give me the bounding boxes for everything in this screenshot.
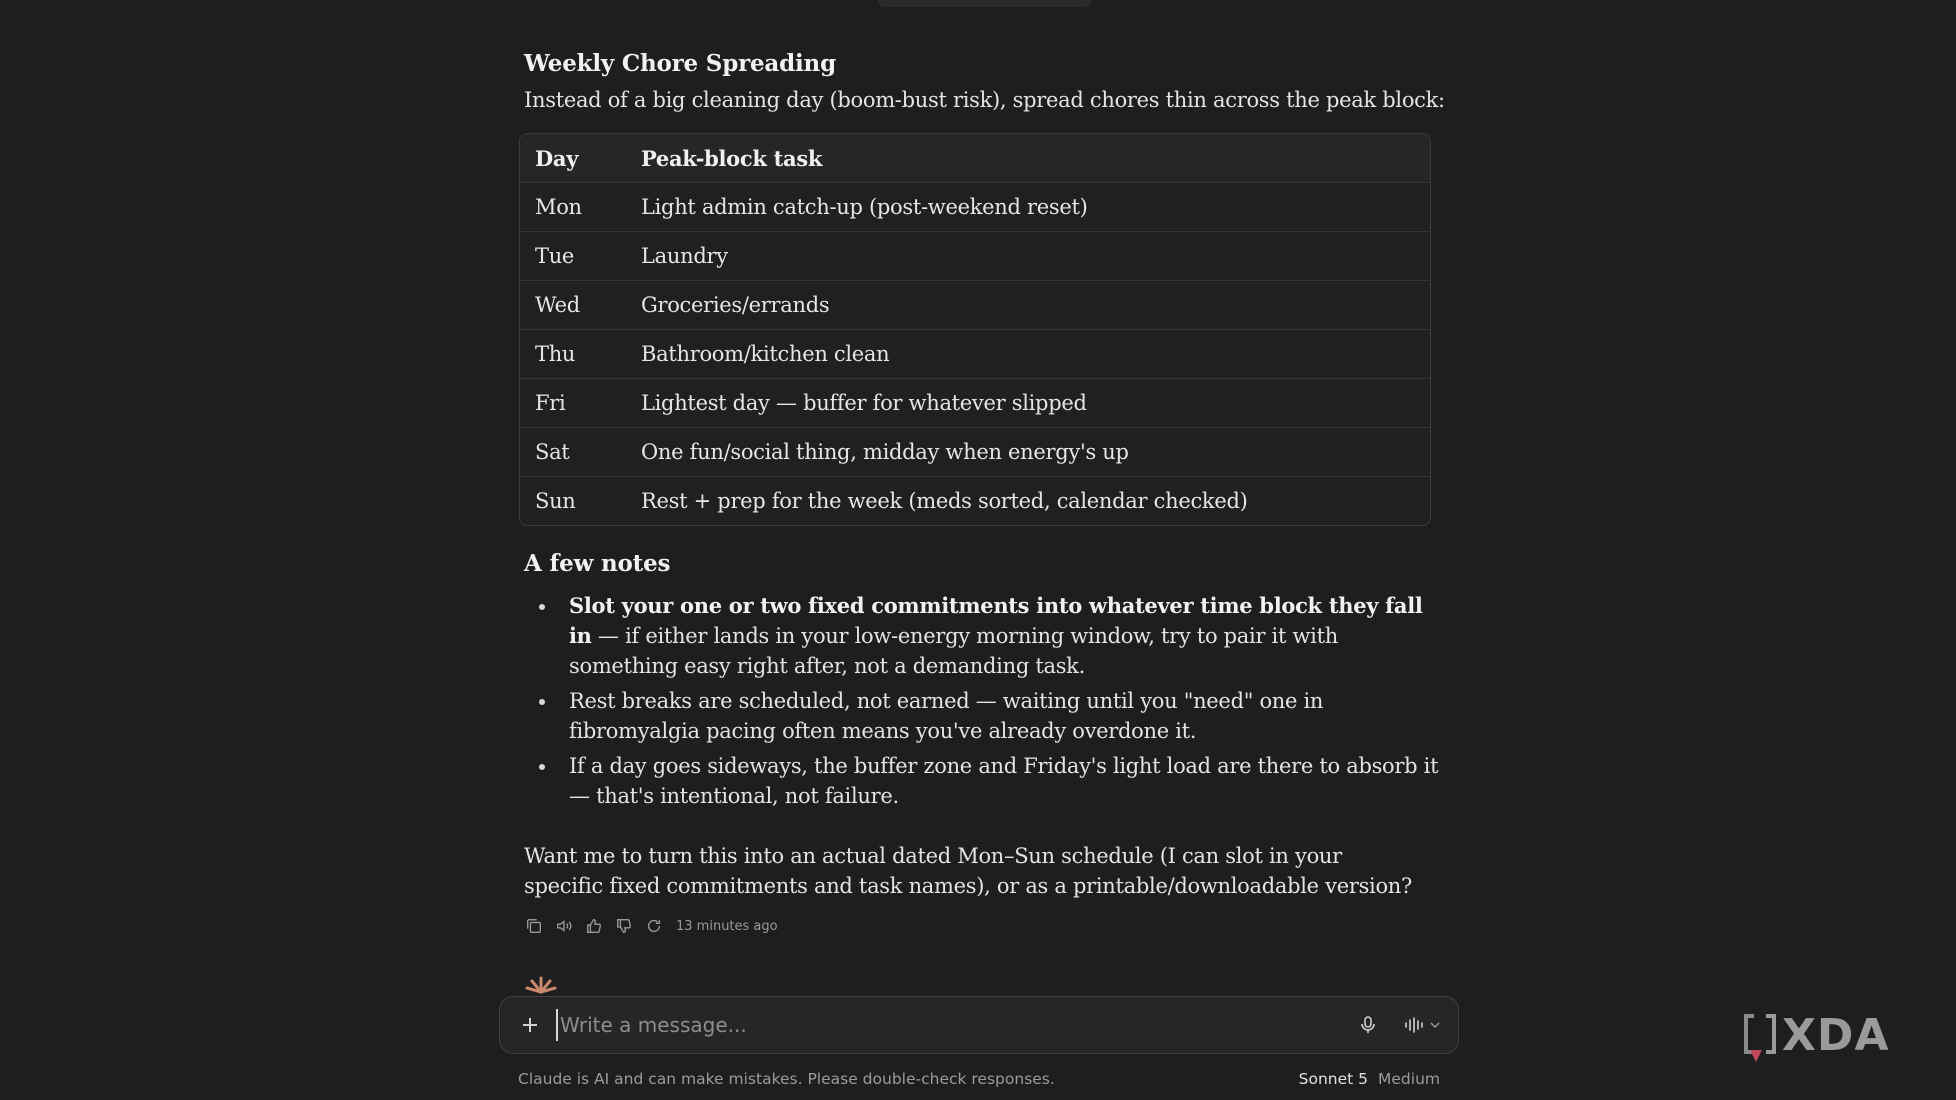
xda-watermark-logo xyxy=(1740,1010,1920,1062)
table-cell-day: Fri xyxy=(535,391,566,415)
voice-mode-button[interactable] xyxy=(1400,1011,1444,1039)
table-cell-task: Lightest day — buffer for whatever slipped xyxy=(641,391,1087,415)
thumbs-up-icon[interactable] xyxy=(584,916,604,936)
table-header-task: Peak-block task xyxy=(641,145,823,171)
table-cell-day: Thu xyxy=(535,342,576,366)
chore-table xyxy=(519,133,1431,526)
table-row xyxy=(520,378,1430,427)
table-cell-task: One fun/social thing, midday when energy's up xyxy=(641,440,1129,464)
table-cell-task: Light admin catch-up (post-weekend reset) xyxy=(641,195,1088,219)
table-cell-task: Laundry xyxy=(641,244,728,268)
scroll-edge-handle xyxy=(878,0,1092,7)
table-row xyxy=(520,280,1430,329)
table-row xyxy=(520,476,1430,525)
add-attachment-button[interactable] xyxy=(518,1013,542,1037)
table-cell-task: Rest + prep for the week (meds sorted, calendar checked) xyxy=(641,489,1248,513)
table-row xyxy=(520,427,1430,476)
message-timestamp: 13 minutes ago xyxy=(676,918,778,934)
microphone-icon xyxy=(1358,1015,1378,1035)
table-row xyxy=(520,231,1430,280)
message-actions xyxy=(524,916,778,936)
table-row xyxy=(520,329,1430,378)
microphone-button[interactable] xyxy=(1354,1011,1382,1039)
retry-icon[interactable] xyxy=(644,916,664,936)
list-item xyxy=(569,591,1449,681)
message-input[interactable] xyxy=(556,1009,1354,1041)
speaker-icon[interactable] xyxy=(554,916,574,936)
message-composer xyxy=(499,996,1459,1054)
list-item xyxy=(569,751,1449,811)
model-name: Sonnet 5 xyxy=(1298,1070,1369,1088)
table-cell-day: Mon xyxy=(535,195,582,219)
xda-watermark-text: XDA xyxy=(1782,1010,1890,1061)
table-cell-day: Sun xyxy=(535,489,576,513)
table-cell-day: Tue xyxy=(535,244,575,268)
chore-intro-text: Instead of a big cleaning day (boom-bust risk), spread chores thin across the peak block: xyxy=(524,88,1445,112)
notes-list xyxy=(524,591,1449,816)
waveform-icon xyxy=(1403,1015,1427,1035)
model-selector[interactable] xyxy=(1299,1070,1440,1088)
note-bold-lead: Slot your one or two fixed commitments into whatever time block they fall in xyxy=(569,593,1423,648)
table-cell-task: Groceries/errands xyxy=(641,293,830,317)
table-header-row xyxy=(520,134,1430,182)
table-row xyxy=(520,182,1430,231)
closing-question: Want me to turn this into an actual dated Mon–Sun schedule (I can slot in your specific fixed commitments and task names), or as a printable/downloadable version? xyxy=(524,844,1412,898)
model-effort: Medium xyxy=(1378,1070,1440,1088)
claude-spark-icon xyxy=(524,975,558,997)
note-text: If a day goes sideways, the buffer zone and Friday's light load are there to absorb it — that's intentional, not failure. xyxy=(569,754,1439,808)
table-cell-day: Wed xyxy=(535,293,580,317)
copy-icon[interactable] xyxy=(524,916,544,936)
note-text: — if either lands in your low-energy morning window, try to pair it with something easy right after, not a demanding task. xyxy=(569,624,1338,678)
chevron-down-icon xyxy=(1429,1019,1441,1031)
table-header-day: Day xyxy=(535,145,579,171)
disclaimer-text: Claude is AI and can make mistakes. Please double-check responses. xyxy=(518,1070,1055,1088)
table-cell-day: Sat xyxy=(535,440,570,464)
section-heading-weekly-chores: Weekly Chore Spreading xyxy=(524,50,836,77)
list-item xyxy=(569,686,1449,746)
plus-icon xyxy=(520,1015,540,1035)
table-cell-task: Bathroom/kitchen clean xyxy=(641,342,890,366)
thumbs-down-icon[interactable] xyxy=(614,916,634,936)
note-text: Rest breaks are scheduled, not earned — waiting until you "need" one in fibromyalgia pacing often means you've already overdone it. xyxy=(569,689,1324,743)
section-heading-notes: A few notes xyxy=(524,550,671,577)
